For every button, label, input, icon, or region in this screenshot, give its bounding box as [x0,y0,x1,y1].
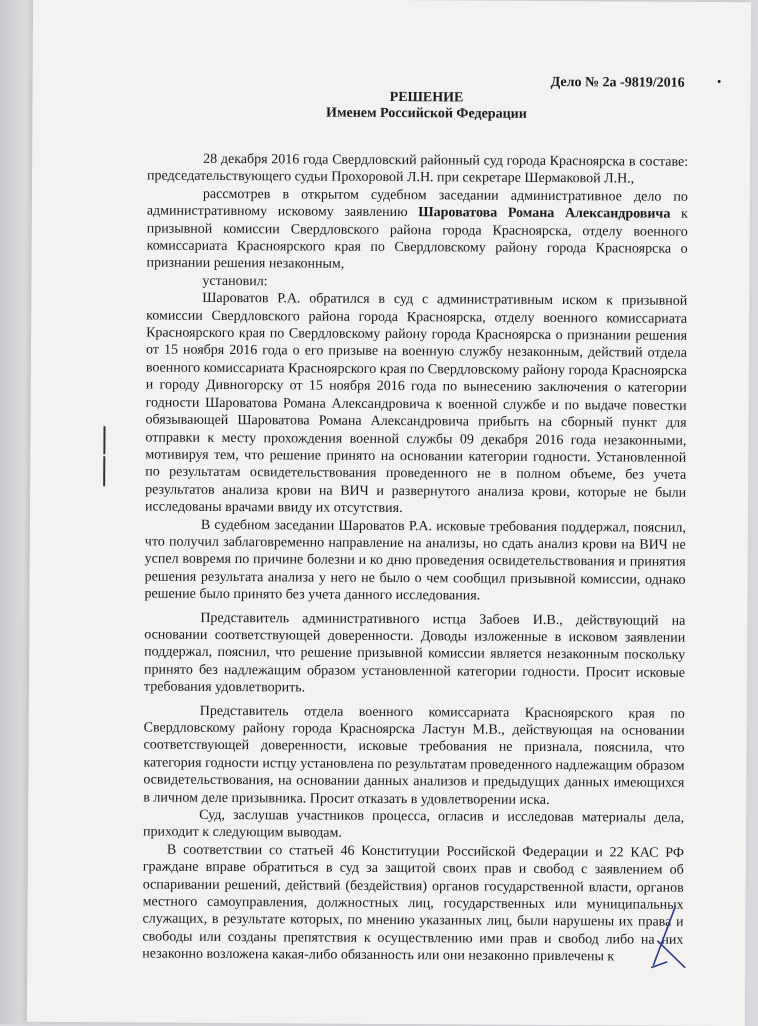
margin-mark [103,426,105,454]
document-heading [32,88,750,124]
paragraph-defendant-rep: Представитель отдела военного комиссариата Красноярского края по Свердловскому району города Красноярска Ластун М.В., действующая на основании соответствующей доверенности, исковые требования не признала, пояснила, что категория годности истцу установлена по результатам проведенного надлежащим образом освидетельствования, на основании данных анализов и предыдущих данных имеющихся в личном деле призывника. Просит отказать в удовлетворении иска. [143,703,685,808]
signature-mark [645,896,695,976]
document-page [27,0,751,1026]
document-body [142,151,688,967]
document-subtitle: Именем Российской Федерации [326,105,527,122]
paragraph-hearing: В судебном заседании Шароватов Р.А. исковые требования поддержал, пояснил, что получил заблаговременно направление на анализы, но сдать анализ крови на ВИЧ не успел вовремя по причине болезни и ко дню проведения освидетельствования и принятия решения результата анализа у него не было о чем сообщил призывной комиссии, однако решение было принято без учета данного исследования. [144,517,686,604]
paragraph-established: установил: [202,273,268,290]
case-number: Дело № 2а -9819/2016 [550,74,685,91]
paragraph-claim: Шароватов Р.А. обратился в суд с административным иском к призывной комиссии Свердловского района города Красноярска, отделу военного комиссариата Красноярского края по Свердловскому району города Красноярска о признании решения от 15 ноября 2016 года о его призыве на военную службу незаконным, действий отдела военного комиссариата Красноярского края по Свердловскому району города Красноярска и городу Дивногорску от 15 ноября 2016 года по вынесению заключения о категории годности Шароватова Романа Александровича к военной службе и по выдаче повестки обязывающей Шароватова Романа Александровича прибыть на сборный пункт для отправки к месту прохождения военной службы 09 декабря 2016 года незаконными, мотивируя тем, что решение принято на основании категории годности. Установленной по результатам освидетельствования проведенного не в полном объеме, без учета результатов анализа крови на ВИЧ и развернутого анализа крови, которые не были исследованы врачами ввиду их отсутствия. [144,291,688,517]
scan-dot [718,80,721,83]
document-title: РЕШЕНИЕ [389,89,464,106]
paragraph-text: рассмотрев в открытом судебном заседании административное дело по административному исковому заявлению [146,186,688,221]
paragraph-text: к призывной комиссии Свердловского района города Красноярска, отделу военного комиссариата Красноярского края по Свердловскому району города Красноярска о признании решения незаконным, [146,206,688,273]
paragraph-consideration [146,185,688,275]
margin-mark [103,456,105,486]
plaintiff-name: Шароватова Романа Александровича [418,205,671,222]
paragraph-plaintiff-rep: Представитель административного истца Забоев И.В., действующий на основании соответствующей доверенности. Доводы изложенные в исковом заявлении поддержал, пояснил, что решение призывной комиссии является незаконным поскольку принято без надлежащим образом установленной категории годности. Просит исковые требования удовлетворить. [143,610,686,696]
paragraph-law: В соответствии со статьей 46 Конституции Российской Федерации и 22 КАС РФ граждане вправе обратиться в суд за защитой своих прав и свобод с заявлением об оспаривании решений, действий (бездействия) органов государственной власти, органов местного самоуправления, должностных лиц, государственных или муниципальных служащих, в результате которых, по мнению указанных лиц, были нарушены их права и свободы или созданы препятствия к осуществлению ими прав и свобод либо на них незаконно возложена какая-либо обязанность или они незаконно привлечены к [142,842,684,965]
paragraph-court-findings: Суд, заслушав участников процесса, огласив и исследовав материалы дела, приходит к следующим выводам. [142,807,685,842]
paragraph-intro: 28 декабря 2016 года Свердловский районный суд города Красноярска в составе: председательствующего судьи Прохоровой Л.Н. при секретаре Шермаковой Л.Н., [146,151,689,187]
